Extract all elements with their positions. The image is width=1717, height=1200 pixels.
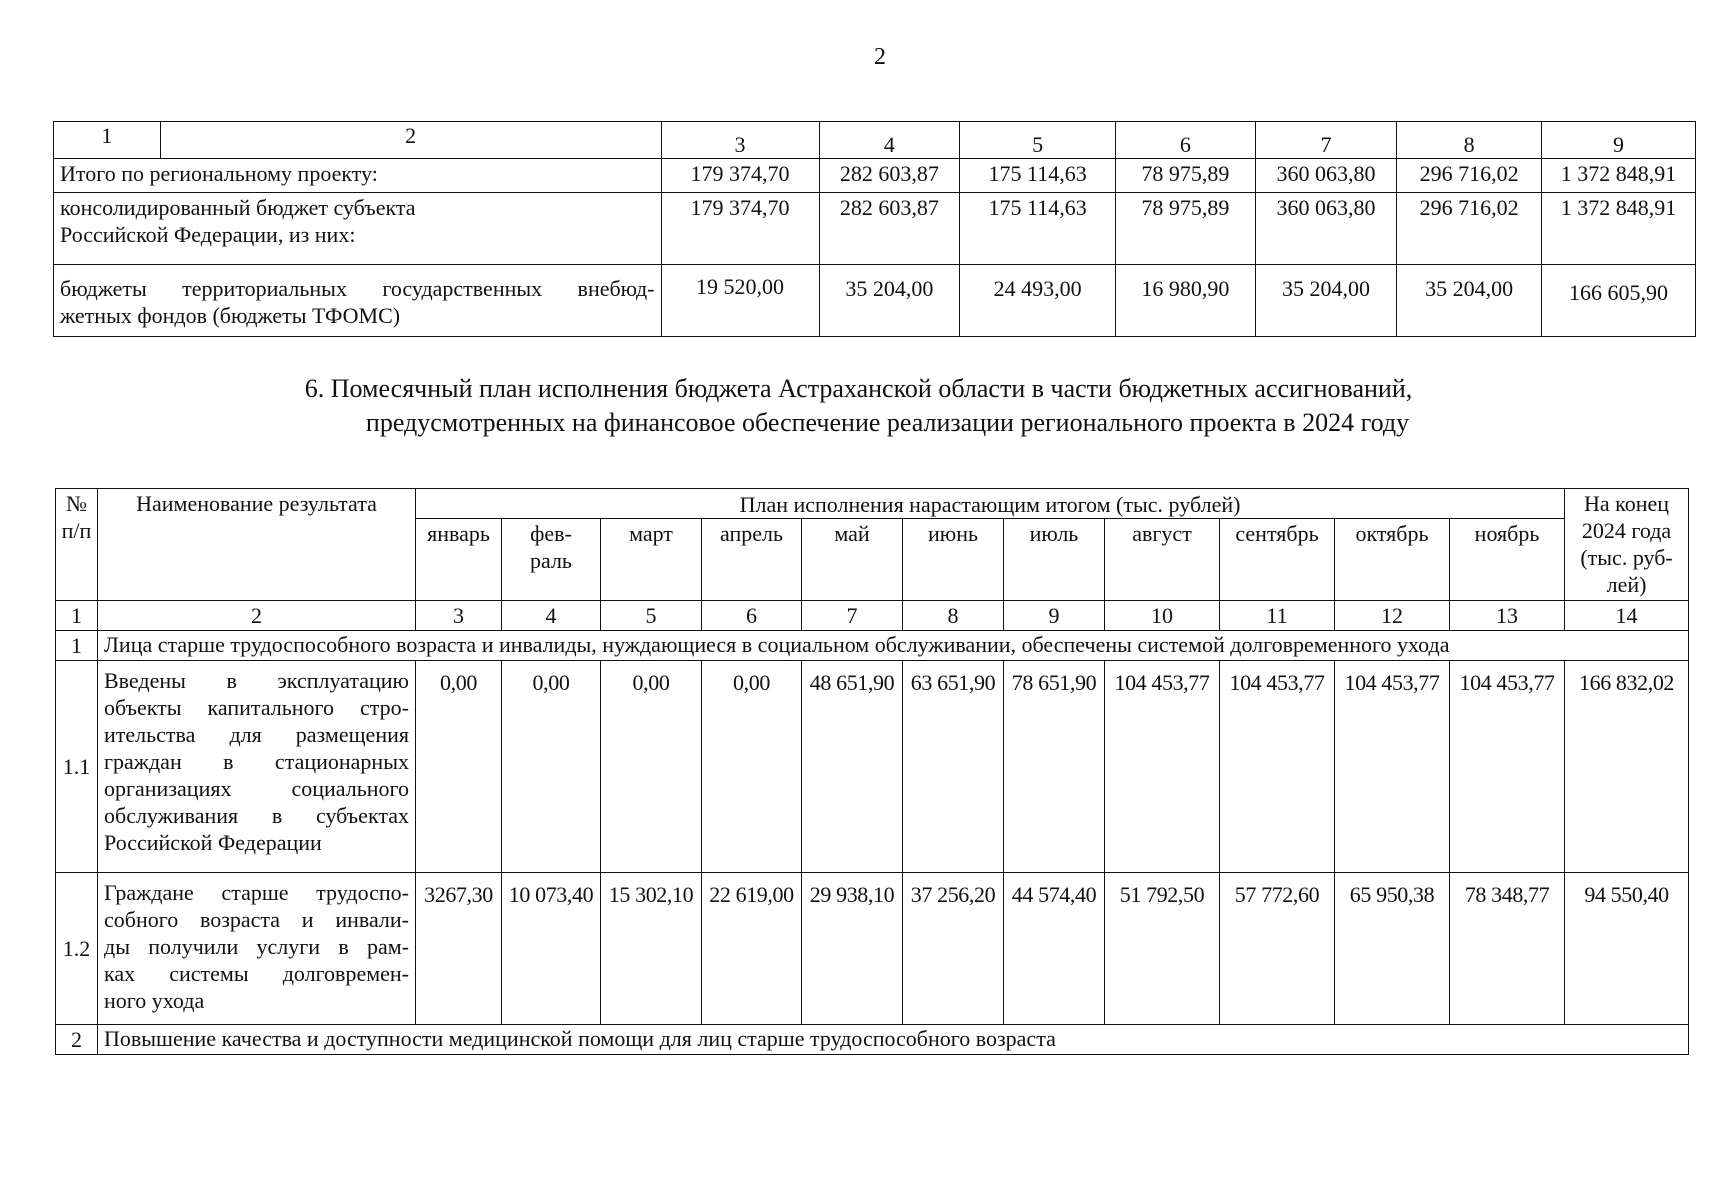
section-row bbox=[56, 631, 1689, 661]
month-header: ноябрь bbox=[1450, 519, 1565, 601]
header-cell: 4 bbox=[819, 122, 960, 159]
section-no: 1 bbox=[56, 631, 98, 661]
numbering-cell: 11 bbox=[1220, 601, 1335, 631]
value-cell: 1 372 848,91 bbox=[1541, 193, 1695, 265]
value-cell: 35 204,00 bbox=[1397, 265, 1542, 337]
item-no: 1.2 bbox=[56, 873, 98, 1025]
section-title-line: 6. Помесячный план исполнения бюджета Астраханской области в части бюджетных ассигнований, bbox=[304, 374, 1413, 403]
value-cell: 104 453,77 bbox=[1105, 661, 1220, 873]
end-year-line: 2024 года bbox=[1581, 518, 1672, 543]
month-header: сентябрь bbox=[1220, 519, 1335, 601]
header-cell: 2 bbox=[160, 122, 661, 159]
value-cell: 166 605,90 bbox=[1541, 265, 1695, 337]
item-name-line: ды получили услуги в рам- bbox=[104, 934, 409, 959]
value-cell: 296 716,02 bbox=[1397, 159, 1542, 193]
table-row bbox=[54, 193, 1696, 265]
item-no: 1.1 bbox=[56, 661, 98, 873]
value-cell: 94 550,40 bbox=[1565, 873, 1689, 1025]
value-cell: 296 716,02 bbox=[1397, 193, 1542, 265]
item-name-line: объекты капитального стро- bbox=[104, 695, 409, 720]
budget-summary-table bbox=[53, 121, 1696, 337]
budget-table-header bbox=[54, 122, 1696, 159]
item-name-line: Граждане старше трудоспо- bbox=[104, 880, 409, 905]
numbering-cell: 4 bbox=[502, 601, 601, 631]
value-cell: 22 619,00 bbox=[702, 873, 802, 1025]
header-cell: 9 bbox=[1541, 122, 1695, 159]
col-no-line: п/п bbox=[61, 518, 92, 543]
month-header: апрель bbox=[702, 519, 802, 601]
item-name-line: ного ухода bbox=[104, 988, 205, 1013]
header-cell: 1 bbox=[54, 122, 161, 159]
item-name-line: ительства для размещения bbox=[104, 722, 409, 747]
value-cell: 282 603,87 bbox=[819, 159, 960, 193]
value-cell: 16 980,90 bbox=[1116, 265, 1256, 337]
month-header: октябрь bbox=[1335, 519, 1450, 601]
item-name bbox=[98, 661, 416, 873]
plan-header-row bbox=[56, 489, 1689, 519]
value-cell: 104 453,77 bbox=[1220, 661, 1335, 873]
numbering-cell: 13 bbox=[1450, 601, 1565, 631]
numbering-cell: 3 bbox=[416, 601, 502, 631]
numbering-cell: 7 bbox=[802, 601, 903, 631]
value-cell: 35 204,00 bbox=[819, 265, 960, 337]
group-header: План исполнения нарастающим итогом (тыс. рублей) bbox=[416, 489, 1565, 519]
value-cell: 24 493,00 bbox=[960, 265, 1116, 337]
row-name-line: консолидированный бюджет субъекта bbox=[60, 195, 416, 220]
value-cell: 360 063,80 bbox=[1255, 193, 1397, 265]
end-year-header bbox=[1565, 489, 1689, 601]
value-cell: 35 204,00 bbox=[1255, 265, 1397, 337]
month-header: май bbox=[802, 519, 903, 601]
value-cell: 0,00 bbox=[416, 661, 502, 873]
section-no: 2 bbox=[56, 1025, 98, 1055]
numbering-cell: 12 bbox=[1335, 601, 1450, 631]
item-name-line: обслуживания в субъектах bbox=[104, 803, 409, 828]
section-title-line: предусмотренных на финансовое обеспечение реализации регионального проекта в 2024 году bbox=[365, 408, 1410, 437]
end-year-line: (тыс. руб- bbox=[1580, 545, 1673, 570]
value-cell: 15 302,10 bbox=[601, 873, 702, 1025]
value-cell: 65 950,38 bbox=[1335, 873, 1450, 1025]
value-cell: 44 574,40 bbox=[1004, 873, 1105, 1025]
header-cell: 6 bbox=[1116, 122, 1256, 159]
numbering-cell: 5 bbox=[601, 601, 702, 631]
value-cell: 63 651,90 bbox=[903, 661, 1004, 873]
numbering-cell: 1 bbox=[56, 601, 98, 631]
section-title-cell: Лица старше трудоспособного возраста и инвалиды, нуждающиеся в социальном обслуживании, обеспечены системой долговременного ухода bbox=[98, 631, 1689, 661]
col-no-line: № bbox=[66, 491, 87, 516]
item-name-line: собного возраста и инвали- bbox=[104, 907, 409, 932]
row-name-line: жетных фондов (бюджеты ТФОМС) bbox=[60, 303, 401, 328]
row-name bbox=[54, 193, 662, 265]
numbering-cell: 2 bbox=[98, 601, 416, 631]
item-name-line: граждан в стационарных bbox=[104, 749, 409, 774]
value-cell: 360 063,80 bbox=[1255, 159, 1397, 193]
section-title-cell: Повышение качества и доступности медицинской помощи для лиц старше трудоспособного возраста bbox=[98, 1025, 1689, 1055]
item-name-line: Российской Федерации bbox=[104, 830, 322, 855]
numbering-cell: 8 bbox=[903, 601, 1004, 631]
value-cell: 175 114,63 bbox=[960, 159, 1116, 193]
month-header: июнь bbox=[903, 519, 1004, 601]
value-cell: 51 792,50 bbox=[1105, 873, 1220, 1025]
value-cell: 57 772,60 bbox=[1220, 873, 1335, 1025]
month-line: раль bbox=[530, 548, 572, 573]
value-cell: 282 603,87 bbox=[819, 193, 960, 265]
value-cell: 78 975,89 bbox=[1116, 193, 1256, 265]
item-name-line: Введены в эксплуатацию bbox=[104, 668, 409, 693]
header-cell: 7 bbox=[1255, 122, 1397, 159]
month-header bbox=[502, 519, 601, 601]
item-name bbox=[98, 873, 416, 1025]
section-title bbox=[0, 372, 1717, 440]
month-header: январь bbox=[416, 519, 502, 601]
month-header: август bbox=[1105, 519, 1220, 601]
table-row bbox=[56, 661, 1689, 873]
row-name-line: бюджеты территориальных государственных внебюд- bbox=[60, 276, 655, 301]
value-cell: 179 374,70 bbox=[661, 159, 819, 193]
value-cell: 1 372 848,91 bbox=[1541, 159, 1695, 193]
value-cell: 29 938,10 bbox=[802, 873, 903, 1025]
value-cell: 78 651,90 bbox=[1004, 661, 1105, 873]
value-cell: 0,00 bbox=[702, 661, 802, 873]
numbering-cell: 6 bbox=[702, 601, 802, 631]
month-line: фев- bbox=[530, 521, 572, 546]
monthly-plan-table bbox=[55, 488, 1689, 1055]
numbering-cell: 14 bbox=[1565, 601, 1689, 631]
value-cell: 175 114,63 bbox=[960, 193, 1116, 265]
row-name-line: Итого по региональному проекту: bbox=[60, 161, 378, 186]
numbering-row bbox=[56, 601, 1689, 631]
section-row bbox=[56, 1025, 1689, 1055]
value-cell: 166 832,02 bbox=[1565, 661, 1689, 873]
value-cell: 78 975,89 bbox=[1116, 159, 1256, 193]
month-header: июль bbox=[1004, 519, 1105, 601]
numbering-cell: 10 bbox=[1105, 601, 1220, 631]
value-cell: 179 374,70 bbox=[661, 193, 819, 265]
header-cell: 5 bbox=[960, 122, 1116, 159]
table-row bbox=[54, 159, 1696, 193]
col-name-header: Наименование результата bbox=[98, 489, 416, 601]
value-cell: 104 453,77 bbox=[1335, 661, 1450, 873]
value-cell: 48 651,90 bbox=[802, 661, 903, 873]
end-year-line: лей) bbox=[1606, 572, 1647, 597]
row-name-line: Российской Федерации, из них: bbox=[60, 222, 356, 247]
row-name bbox=[54, 159, 662, 193]
month-header: март bbox=[601, 519, 702, 601]
value-cell: 78 348,77 bbox=[1450, 873, 1565, 1025]
value-cell: 104 453,77 bbox=[1450, 661, 1565, 873]
header-cell: 3 bbox=[661, 122, 819, 159]
item-name-line: ках системы долговремен- bbox=[104, 961, 409, 986]
value-cell: 3267,30 bbox=[416, 873, 502, 1025]
page-number: 2 bbox=[874, 44, 886, 70]
numbering-cell: 9 bbox=[1004, 601, 1105, 631]
value-cell: 0,00 bbox=[502, 661, 601, 873]
col-no-header bbox=[56, 489, 98, 601]
end-year-line: На конец bbox=[1584, 491, 1670, 516]
value-cell: 37 256,20 bbox=[903, 873, 1004, 1025]
row-name bbox=[54, 265, 662, 337]
header-cell: 8 bbox=[1397, 122, 1542, 159]
table-row bbox=[56, 873, 1689, 1025]
value-cell: 10 073,40 bbox=[502, 873, 601, 1025]
item-name-line: организациях социального bbox=[104, 776, 409, 801]
value-cell: 19 520,00 bbox=[661, 265, 819, 337]
value-cell: 0,00 bbox=[601, 661, 702, 873]
table-row bbox=[54, 265, 1696, 337]
